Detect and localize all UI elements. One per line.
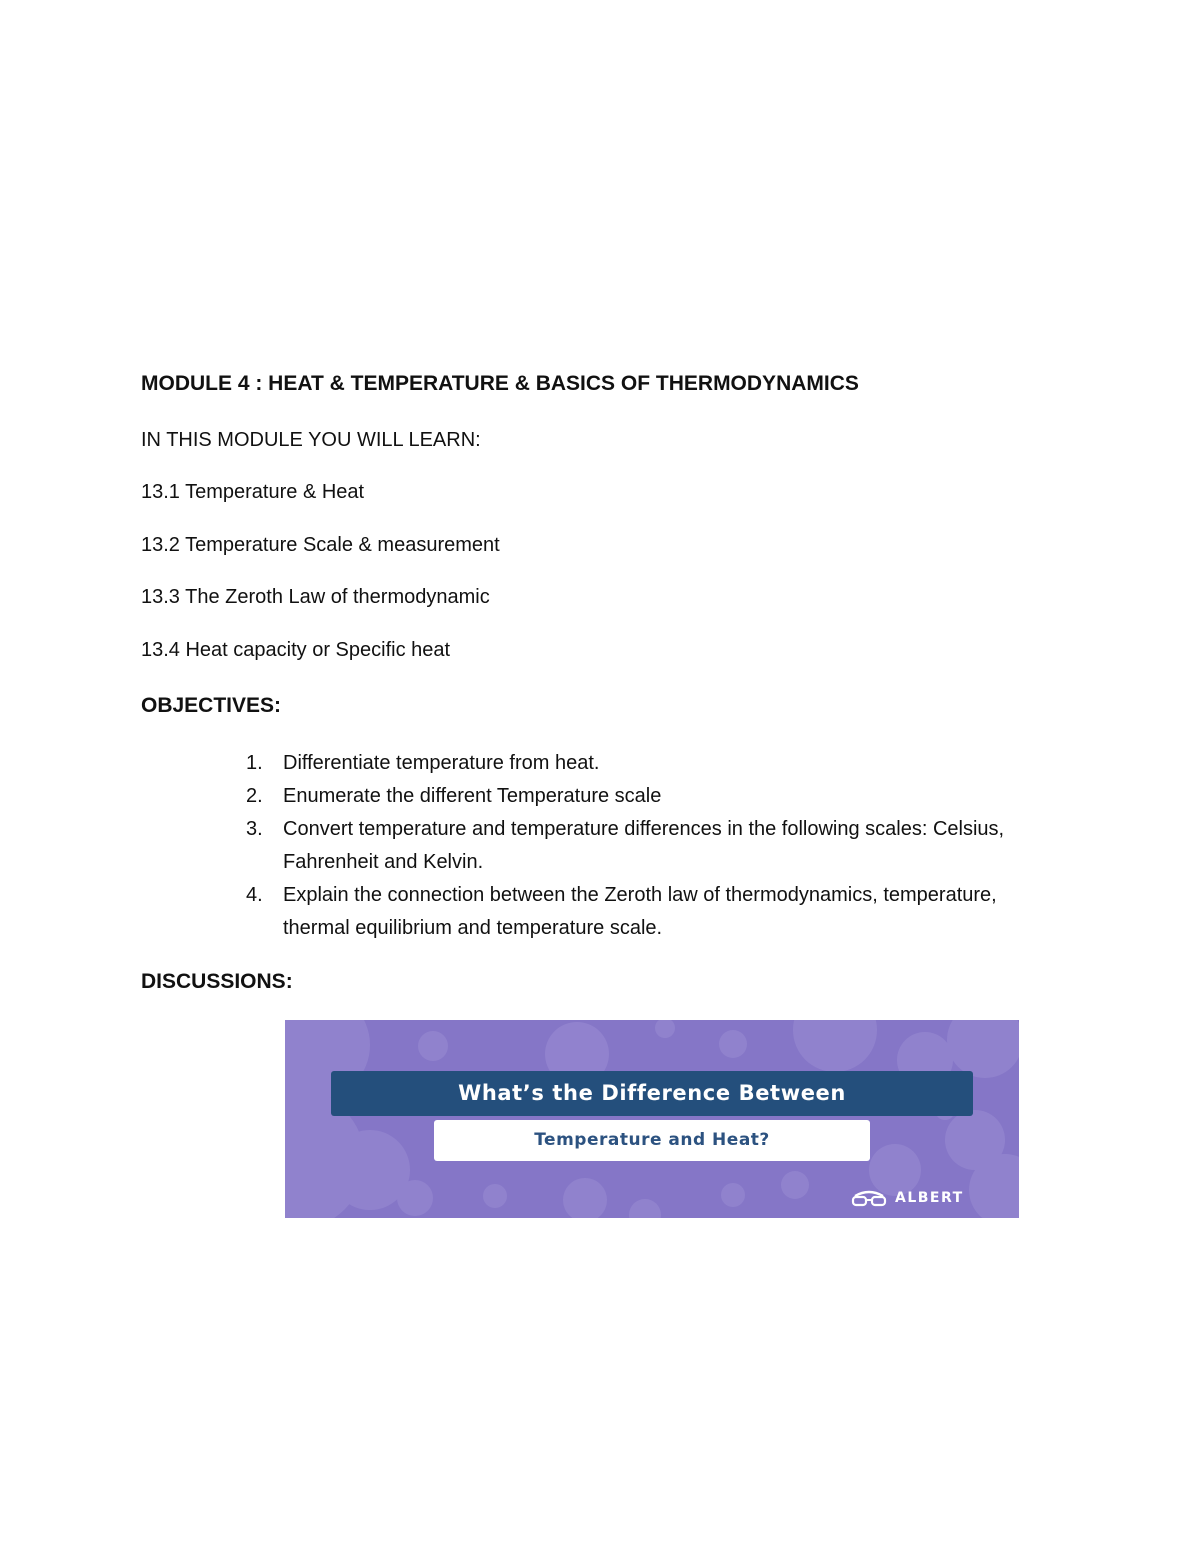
brand-logo	[851, 1189, 964, 1207]
module-intro: IN THIS MODULE YOU WILL LEARN:	[141, 429, 481, 451]
module-title: MODULE 4 : HEAT & TEMPERATURE & BASICS OF THERMODYNAMICS	[141, 372, 859, 395]
banner-subtitle: Temperature and Heat?	[434, 1120, 870, 1161]
objective-number: 1.	[246, 752, 263, 774]
objective-item	[240, 747, 1020, 780]
objective-text: Enumerate the different Temperature scale	[283, 785, 662, 807]
discussions-heading: DISCUSSIONS:	[141, 970, 293, 993]
objective-number: 2.	[246, 785, 263, 807]
objective-number: 3.	[246, 818, 263, 840]
glasses-logo-icon	[851, 1189, 887, 1207]
objective-text: Explain the connection between the Zeroth law of thermodynamics, temperature, thermal equilibrium and temperature scale.	[283, 884, 997, 939]
objective-item	[240, 879, 1020, 945]
objective-item	[240, 813, 1020, 879]
brand-name: ALBERT	[895, 1190, 964, 1206]
topic-item: 13.2 Temperature Scale & measurement	[141, 534, 500, 556]
objective-number: 4.	[246, 884, 263, 906]
topic-item: 13.1 Temperature & Heat	[141, 481, 365, 503]
objective-text: Convert temperature and temperature differences in the following scales: Celsius, Fahrenheit and Kelvin.	[283, 818, 1005, 873]
objectives-heading: OBJECTIVES:	[141, 694, 282, 717]
topic-item: 13.4 Heat capacity or Specific heat	[141, 639, 451, 661]
objective-text: Differentiate temperature from heat.	[283, 752, 600, 774]
objective-item	[240, 780, 1020, 813]
topic-item: 13.3 The Zeroth Law of thermodynamic	[141, 586, 490, 608]
objectives-list	[240, 747, 1020, 945]
banner-title: What’s the Difference Between	[331, 1071, 973, 1116]
temperature-heat-banner-image	[285, 1020, 1019, 1218]
